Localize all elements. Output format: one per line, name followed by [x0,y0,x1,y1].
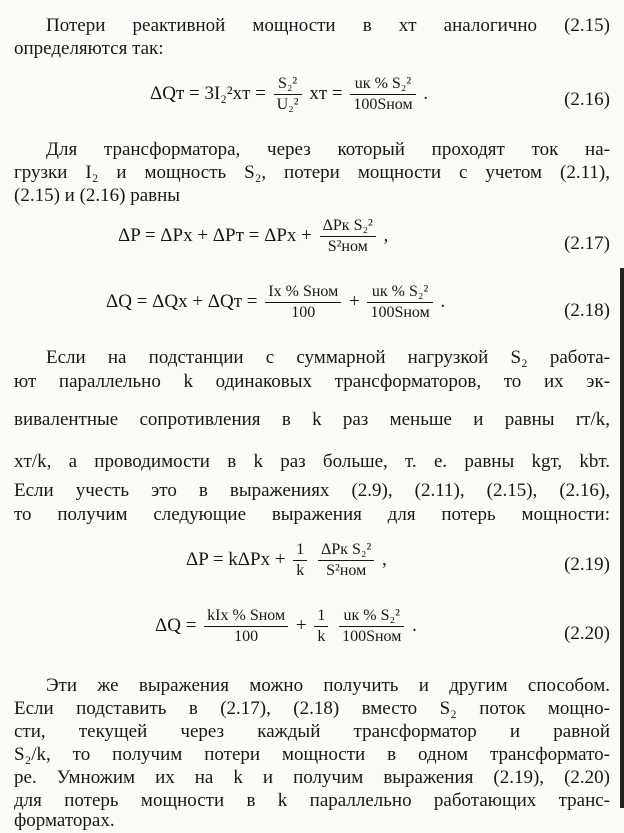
fraction-denominator: 100Sном [342,628,402,645]
text-line: Если подставить в (2.17), (2.18) вместо S₂ поток мощно- [14,698,610,719]
text-line: ют параллельно k одинаковых трансформаторов, то их эк- [14,371,610,392]
equation-2-18 [106,282,445,323]
fraction [367,282,432,323]
eq-mid: xт = [309,82,343,104]
fraction-numerator: uк % S₂² [367,282,432,303]
text-line: Для трансформатора, через который проходят ток на- [46,139,610,160]
fraction-denominator: k [317,628,326,645]
fraction [293,540,307,581]
text-line: для потерь мощности в k параллельно работающих транс- [14,790,610,811]
fraction-denominator: k [296,562,305,579]
scan-edge-shadow [620,268,624,808]
text-line: Эти же выражения можно получить и другим способом. [46,675,610,696]
equation-2-17 [118,216,388,257]
fraction [204,606,288,647]
eq-tail: , [383,224,389,246]
fraction [339,606,404,647]
fraction-numerator: ΔPк S₂² [320,216,376,237]
eq-plus: + [348,290,360,312]
fraction-denominator: 100Sном [353,96,413,113]
eq-tail: . [440,290,446,312]
fraction [274,74,302,115]
fraction [318,540,374,581]
fraction-numerator: 1 [314,606,328,627]
equation-2-19 [186,540,387,581]
equation-number: (2.18) [564,300,610,321]
eq-plus: + [295,614,307,636]
eq-lhs: ΔQт = 3I₂²xт = [150,82,266,104]
fraction [350,74,415,115]
eq-lhs: ΔQ = ΔQх + ΔQт = [106,290,258,312]
text-line: ре. Умножим их на k и получим выражения (2.19), (2.20) [14,767,610,788]
text-line: то получим следующие выражения для потерь мощности: [14,504,610,525]
fraction-numerator: uк % S₂² [350,74,415,95]
eq-tail: . [412,614,417,636]
fraction-numerator: uк % S₂² [339,606,404,627]
fraction-denominator: 100 [291,304,316,321]
eq-tail: . [423,82,429,104]
fraction-denominator: 100 [234,628,259,645]
text-line: грузки I₂ и мощность S₂, потери мощности с учетом (2.11), [14,162,610,183]
fraction-numerator: S₂² [274,74,302,95]
text-line: форматорах. [14,810,115,831]
fraction-numerator: ΔPк S₂² [318,540,374,561]
eq-lhs: ΔP = kΔPх + [186,548,286,570]
fraction-denominator: 100Sном [370,304,430,321]
fraction [314,606,328,647]
text-line: S₂/k, то получим потери мощности в одном трансформато- [14,744,610,765]
fraction-denominator: U₂² [276,96,299,113]
eq-tail: , [382,548,387,570]
eq-lhs: ΔQ = [155,614,197,636]
equation-2-16 [150,74,428,115]
text-line: Если учесть это в выражениях (2.9), (2.11), (2.15), (2.16), [14,480,610,501]
fraction-numerator: Iх % Sном [265,282,341,303]
fraction-denominator: S²ном [327,238,368,255]
equation-2-20 [155,606,417,647]
fraction-denominator: S²ном [326,562,367,579]
text-line: (2.15) и (2.16) равны [14,185,181,206]
fraction [265,282,341,323]
text-line: определяются так: [14,38,164,59]
fraction-numerator: kIх % Sном [204,606,288,627]
fraction [320,216,376,257]
equation-number: (2.19) [564,554,610,575]
text-line: вивалентные сопротивления в k раз меньше и равны rт/k, [14,409,610,430]
eq-lhs: ΔP = ΔPх + ΔPт = ΔPх + [118,224,312,246]
equation-number: (2.17) [564,233,610,254]
fraction-numerator: 1 [293,540,307,561]
equation-number: (2.20) [564,623,610,644]
text-line: Потери реактивной мощности в xт аналогично (2.15) [46,15,610,36]
text-line: сти, текущей через каждый трансформатор и равной [14,721,610,742]
text-line: xт/k, а проводимости в k раз больше, т. е. равны kgт, kbт. [14,451,610,472]
equation-number: (2.16) [564,89,610,110]
text-line: Если на подстанции с суммарной нагрузкой S₂ работа- [46,347,610,368]
